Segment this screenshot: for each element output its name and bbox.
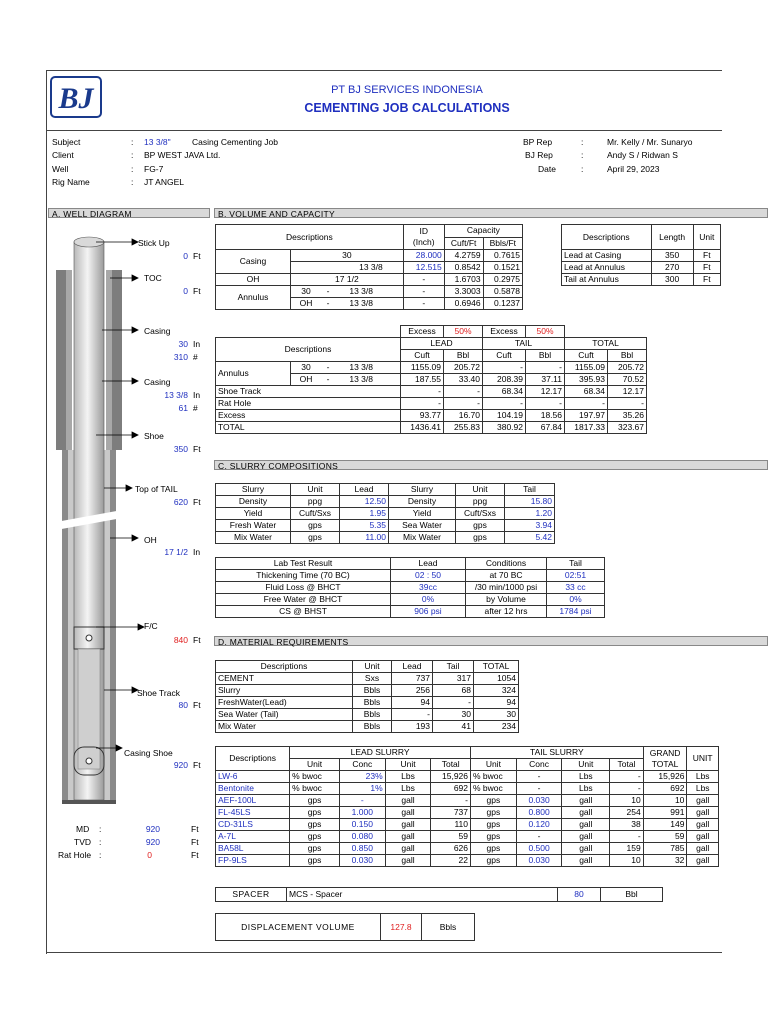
capacity-table: [215, 224, 523, 310]
spacer-name: MCS - Spacer: [287, 888, 558, 902]
casing1-weight: 310: [173, 352, 188, 362]
table-row: Lead at Annulus 270 Ft: [562, 262, 721, 274]
table-row: A-7L gps 0.080 gall 59 gps - gall - 59 gall: [216, 831, 719, 843]
spacer-volume: 80: [558, 888, 601, 902]
colon: :: [99, 850, 102, 860]
table-row: OH - 13 3/8 - 0.6946 0.1237: [216, 298, 523, 310]
casing2-weight: 61: [178, 403, 188, 413]
colon: :: [131, 164, 134, 174]
rathole-value: 0: [147, 850, 152, 860]
colon: :: [581, 137, 584, 147]
tvd-unit: Ft: [191, 837, 199, 847]
spacer-table: [215, 887, 663, 902]
shoe-value: 350: [173, 444, 188, 454]
displacement-table: [215, 913, 475, 941]
material-table: Descriptions Unit Lead Tail TOTAL CEMENT Sxs 737 317 1054 Slurry Bbls 256 68 324 FreshWater(Lead) Bbls 94 - 94 Sea Water (Tail) Bbls - 30 30 Mix Water Bbls 193 41 234: [215, 660, 519, 733]
table-row: Shoe Track - - 68.34 12.17 68.34 12.17: [216, 386, 647, 398]
rig-value: JT ANGEL: [144, 177, 184, 187]
displacement-label: DISPLACEMENT VOLUME: [216, 914, 381, 941]
table-row: FP-9LS gps 0.030 gall 22 gps 0.030 gall 10 32 gall: [216, 855, 719, 867]
table-row: CD-31LS gps 0.150 gall 110 gps 0.120 gall 38 149 gall: [216, 819, 719, 831]
additive-table: Descriptions LEAD SLURRY TAIL SLURRY GRAND TOTAL UNIT Unit Conc Unit Total Unit Conc Unit Total LW-6 % bwoc 23% Lbs 15,926 % bwoc - Lbs - 15,926 Lbs Bentonite % bwoc 1% Lbs 692 % bwoc - Lbs - 692 Lbs AEF-100L gps - gall - gps 0.030 gall 10 10 gall FL-45LS gps 1.000 gall 737 gps 0.800 gall 254 991 gall CD-31LS gps 0.150 gall 110 gps 0.120 gall 38 149 gall A-7L gps 0.080 gall 59 gps - gall - 59 gall BA58L gps 0.850 gall 626 gps 0.500 gall 159 785 gall FP-9LS gps 0.030 gall 22 gps 0.030 gall 10 32 gall: [215, 746, 719, 867]
table-row: CS @ BHST 906 psi after 12 hrs 1784 psi: [216, 606, 605, 618]
table-row: Mix Water Bbls 193 41 234: [216, 721, 519, 733]
shoetrack-value: 80: [178, 700, 188, 710]
table-row: LW-6 % bwoc 23% Lbs 15,926 % bwoc - Lbs - 15,926 Lbs: [216, 771, 719, 783]
toc-unit: Ft: [193, 286, 201, 296]
table-row: OH 17 1/2 - 1.6703 0.2975: [216, 274, 523, 286]
well-label: Well: [52, 164, 69, 174]
section-well-diagram: A. WELL DIAGRAM: [48, 208, 210, 218]
colon: :: [131, 177, 134, 187]
oh-unit: In: [193, 547, 201, 557]
table-row: Yield Cuft/Sxs 1.95 Yield Cuft/Sxs 1.20: [216, 508, 555, 520]
table-row: 13 3/8 12.515 0.8542 0.1521: [216, 262, 523, 274]
table-row: Sea Water (Tail) Bbls - 30 30: [216, 709, 519, 721]
tvd-value: 920: [145, 837, 160, 847]
casing1-wt-unit: #: [193, 352, 198, 362]
stickup-label: Stick Up: [138, 238, 170, 248]
toptail-unit: Ft: [193, 497, 201, 507]
md-value: 920: [145, 824, 160, 834]
toptail-value: 620: [173, 497, 188, 507]
colon: :: [99, 837, 102, 847]
subject-size: 13 3/8": [144, 137, 171, 147]
section-material-requirements: D. MATERIAL REQUIREMENTS: [214, 636, 768, 646]
volume-table: Excess 50% Excess 50% Descriptions LEAD TAIL TOTAL Cuft Bbl Cuft Bbl Cuft Bbl Annulus 30 - 13 3/8 1155.09 205.72 - - 1155.09 205.72 OH - 13 3/8 187.55 33.40 208.39 37.11 395.93 70.52 Shoe Track - - 68.34 12.17 68.34 12.17 Rat Hole - - - - - - Excess 93.77 16.70 104.19 18.56 197.97 35.26 TOTAL 1436.41 255.83 380.92 67.84 1817.33 323.67: [215, 325, 647, 434]
displacement-volume: 127.8: [381, 914, 422, 941]
subject-value: Casing Cementing Job: [192, 137, 278, 147]
casingshoe-value: 920: [173, 760, 188, 770]
table-row: Annulus 30 - 13 3/8 1155.09 205.72 - - 1155.09 205.72: [216, 362, 647, 374]
client-value: BP WEST JAVA Ltd.: [144, 150, 221, 160]
fc-unit: Ft: [193, 635, 201, 645]
table-row: Lead at Casing 350 Ft: [562, 250, 721, 262]
table-row: Fluid Loss @ BHCT 39cc /30 min/1000 psi 33 cc: [216, 582, 605, 594]
section-slurry-compositions: C. SLURRY COMPOSITIONS: [214, 460, 768, 470]
casingshoe-unit: Ft: [193, 760, 201, 770]
slurry-table: Slurry Unit Lead Slurry Unit Tail Density ppg 12.50 Density ppg 15.80 Yield Cuft/Sxs 1.95 Yield Cuft/Sxs 1.20 Fresh Water gps 5.35 Sea Water gps 3.94 Mix Water gps 11.00 Mix Water gps 5.42: [215, 483, 555, 544]
tvd-label: TVD: [74, 837, 91, 847]
shoetrack-label: Shoe Track: [137, 688, 180, 698]
casing1-label: Casing: [144, 326, 171, 336]
table-row: Thickening Time (70 BC) 02 : 50 at 70 BC 02:51: [216, 570, 605, 582]
logo-text: BJ: [58, 82, 94, 115]
lab-test-table: Lab Test Result Lead Conditions Tail Thickening Time (70 BC) 02 : 50 at 70 BC 02:51 Fluid Loss @ BHCT 39cc /30 min/1000 psi 33 cc Free Water @ BHCT 0% by Volume 0% CS @ BHST 906 psi after 12 hrs 1784 psi: [215, 557, 605, 618]
colon: :: [99, 824, 102, 834]
bjrep-label: BJ Rep: [525, 150, 553, 160]
subject-label: Subject: [52, 137, 81, 147]
toptail-label: Top of TAIL: [135, 484, 178, 494]
cap-h-bbls: Bbls/Ft: [483, 237, 522, 250]
oh-label: OH: [144, 535, 157, 545]
rathole-unit: Ft: [191, 850, 199, 860]
casingshoe-label: Casing Shoe: [124, 748, 173, 758]
bprep-label: BP Rep: [523, 137, 553, 147]
rig-label: Rig Name: [52, 177, 90, 187]
table-row: Slurry Bbls 256 68 324: [216, 685, 519, 697]
cap-h-cuft: Cuft/Ft: [444, 237, 483, 250]
table-row: Free Water @ BHCT 0% by Volume 0%: [216, 594, 605, 606]
table-row: Mix Water gps 11.00 Mix Water gps 5.42: [216, 532, 555, 544]
client-label: Client: [52, 150, 74, 160]
rathole-label: Rat Hole: [58, 850, 92, 860]
casing2-od: 13 3/8: [164, 390, 188, 400]
table-row: BA58L gps 0.850 gall 626 gps 0.500 gall 159 785 gall: [216, 843, 719, 855]
cap-h-capacity: Capacity: [444, 225, 522, 238]
md-label: MD: [76, 824, 90, 834]
table-row: Fresh Water gps 5.35 Sea Water gps 3.94: [216, 520, 555, 532]
table-row: AEF-100L gps - gall - gps 0.030 gall 10 10 gall: [216, 795, 719, 807]
fc-value: 840: [173, 635, 188, 645]
cap-h-id: ID (Inch): [403, 225, 444, 250]
spacer-unit: Bbl: [601, 888, 663, 902]
table-row: Tail at Annulus 300 Ft: [562, 274, 721, 286]
casing2-label: Casing: [144, 377, 171, 387]
length-table: Descriptions Length Unit Lead at Casing 350 Ft Lead at Annulus 270 Ft Tail at Annulus 300 Ft: [561, 224, 721, 286]
table-row: OH - 13 3/8 187.55 33.40 208.39 37.11 395.93 70.52: [216, 374, 647, 386]
casing1-od: 30: [178, 339, 188, 349]
page-title: CEMENTING JOB CALCULATIONS: [304, 101, 510, 115]
colon: :: [581, 164, 584, 174]
shoe-label: Shoe: [144, 431, 164, 441]
table-row: Rat Hole - - - - - -: [216, 398, 647, 410]
table-row: Casing 30 28.000 4.2759 0.7615: [216, 250, 523, 262]
date-value: April 29, 2023: [607, 164, 660, 174]
table-row: Density ppg 12.50 Density ppg 15.80: [216, 496, 555, 508]
cap-h-desc: Descriptions: [216, 225, 404, 250]
colon: :: [131, 150, 134, 160]
shoetrack-unit: Ft: [193, 700, 201, 710]
section-volume-capacity: B. VOLUME AND CAPACITY: [214, 208, 768, 218]
shoe-unit: Ft: [193, 444, 201, 454]
table-row: TOTAL 1436.41 255.83 380.92 67.84 1817.33 323.67: [216, 422, 647, 434]
stickup-unit: Ft: [193, 251, 201, 261]
bjrep-value: Andy S / Ridwan S: [607, 150, 678, 160]
toc-value: 0: [183, 286, 188, 296]
table-row: Bentonite % bwoc 1% Lbs 692 % bwoc - Lbs - 692 Lbs: [216, 783, 719, 795]
fc-label: F/C: [144, 621, 158, 631]
casing2-wt-unit: #: [193, 403, 198, 413]
date-label: Date: [538, 164, 556, 174]
table-row: Excess 93.77 16.70 104.19 18.56 197.97 35.26: [216, 410, 647, 422]
table-row: Annulus 30 - 13 3/8 - 3.3003 0.5878: [216, 286, 523, 298]
colon: :: [131, 137, 134, 147]
displacement-unit: Bbls: [422, 914, 475, 941]
bprep-value: Mr. Kelly / Mr. Sunaryo: [607, 137, 693, 147]
spacer-label: SPACER: [216, 888, 287, 902]
toc-label: TOC: [144, 273, 162, 283]
oh-value: 17 1/2: [164, 547, 188, 557]
company-name: PT BJ SERVICES INDONESIA: [331, 84, 483, 96]
md-unit: Ft: [191, 824, 199, 834]
table-row: FreshWater(Lead) Bbls 94 - 94: [216, 697, 519, 709]
casing1-od-unit: In: [193, 339, 201, 349]
well-value: FG-7: [144, 164, 164, 174]
table-row: FL-45LS gps 1.000 gall 737 gps 0.800 gall 254 991 gall: [216, 807, 719, 819]
casing2-od-unit: In: [193, 390, 201, 400]
table-row: CEMENT Sxs 737 317 1054: [216, 673, 519, 685]
stickup-value: 0: [183, 251, 188, 261]
colon: :: [581, 150, 584, 160]
